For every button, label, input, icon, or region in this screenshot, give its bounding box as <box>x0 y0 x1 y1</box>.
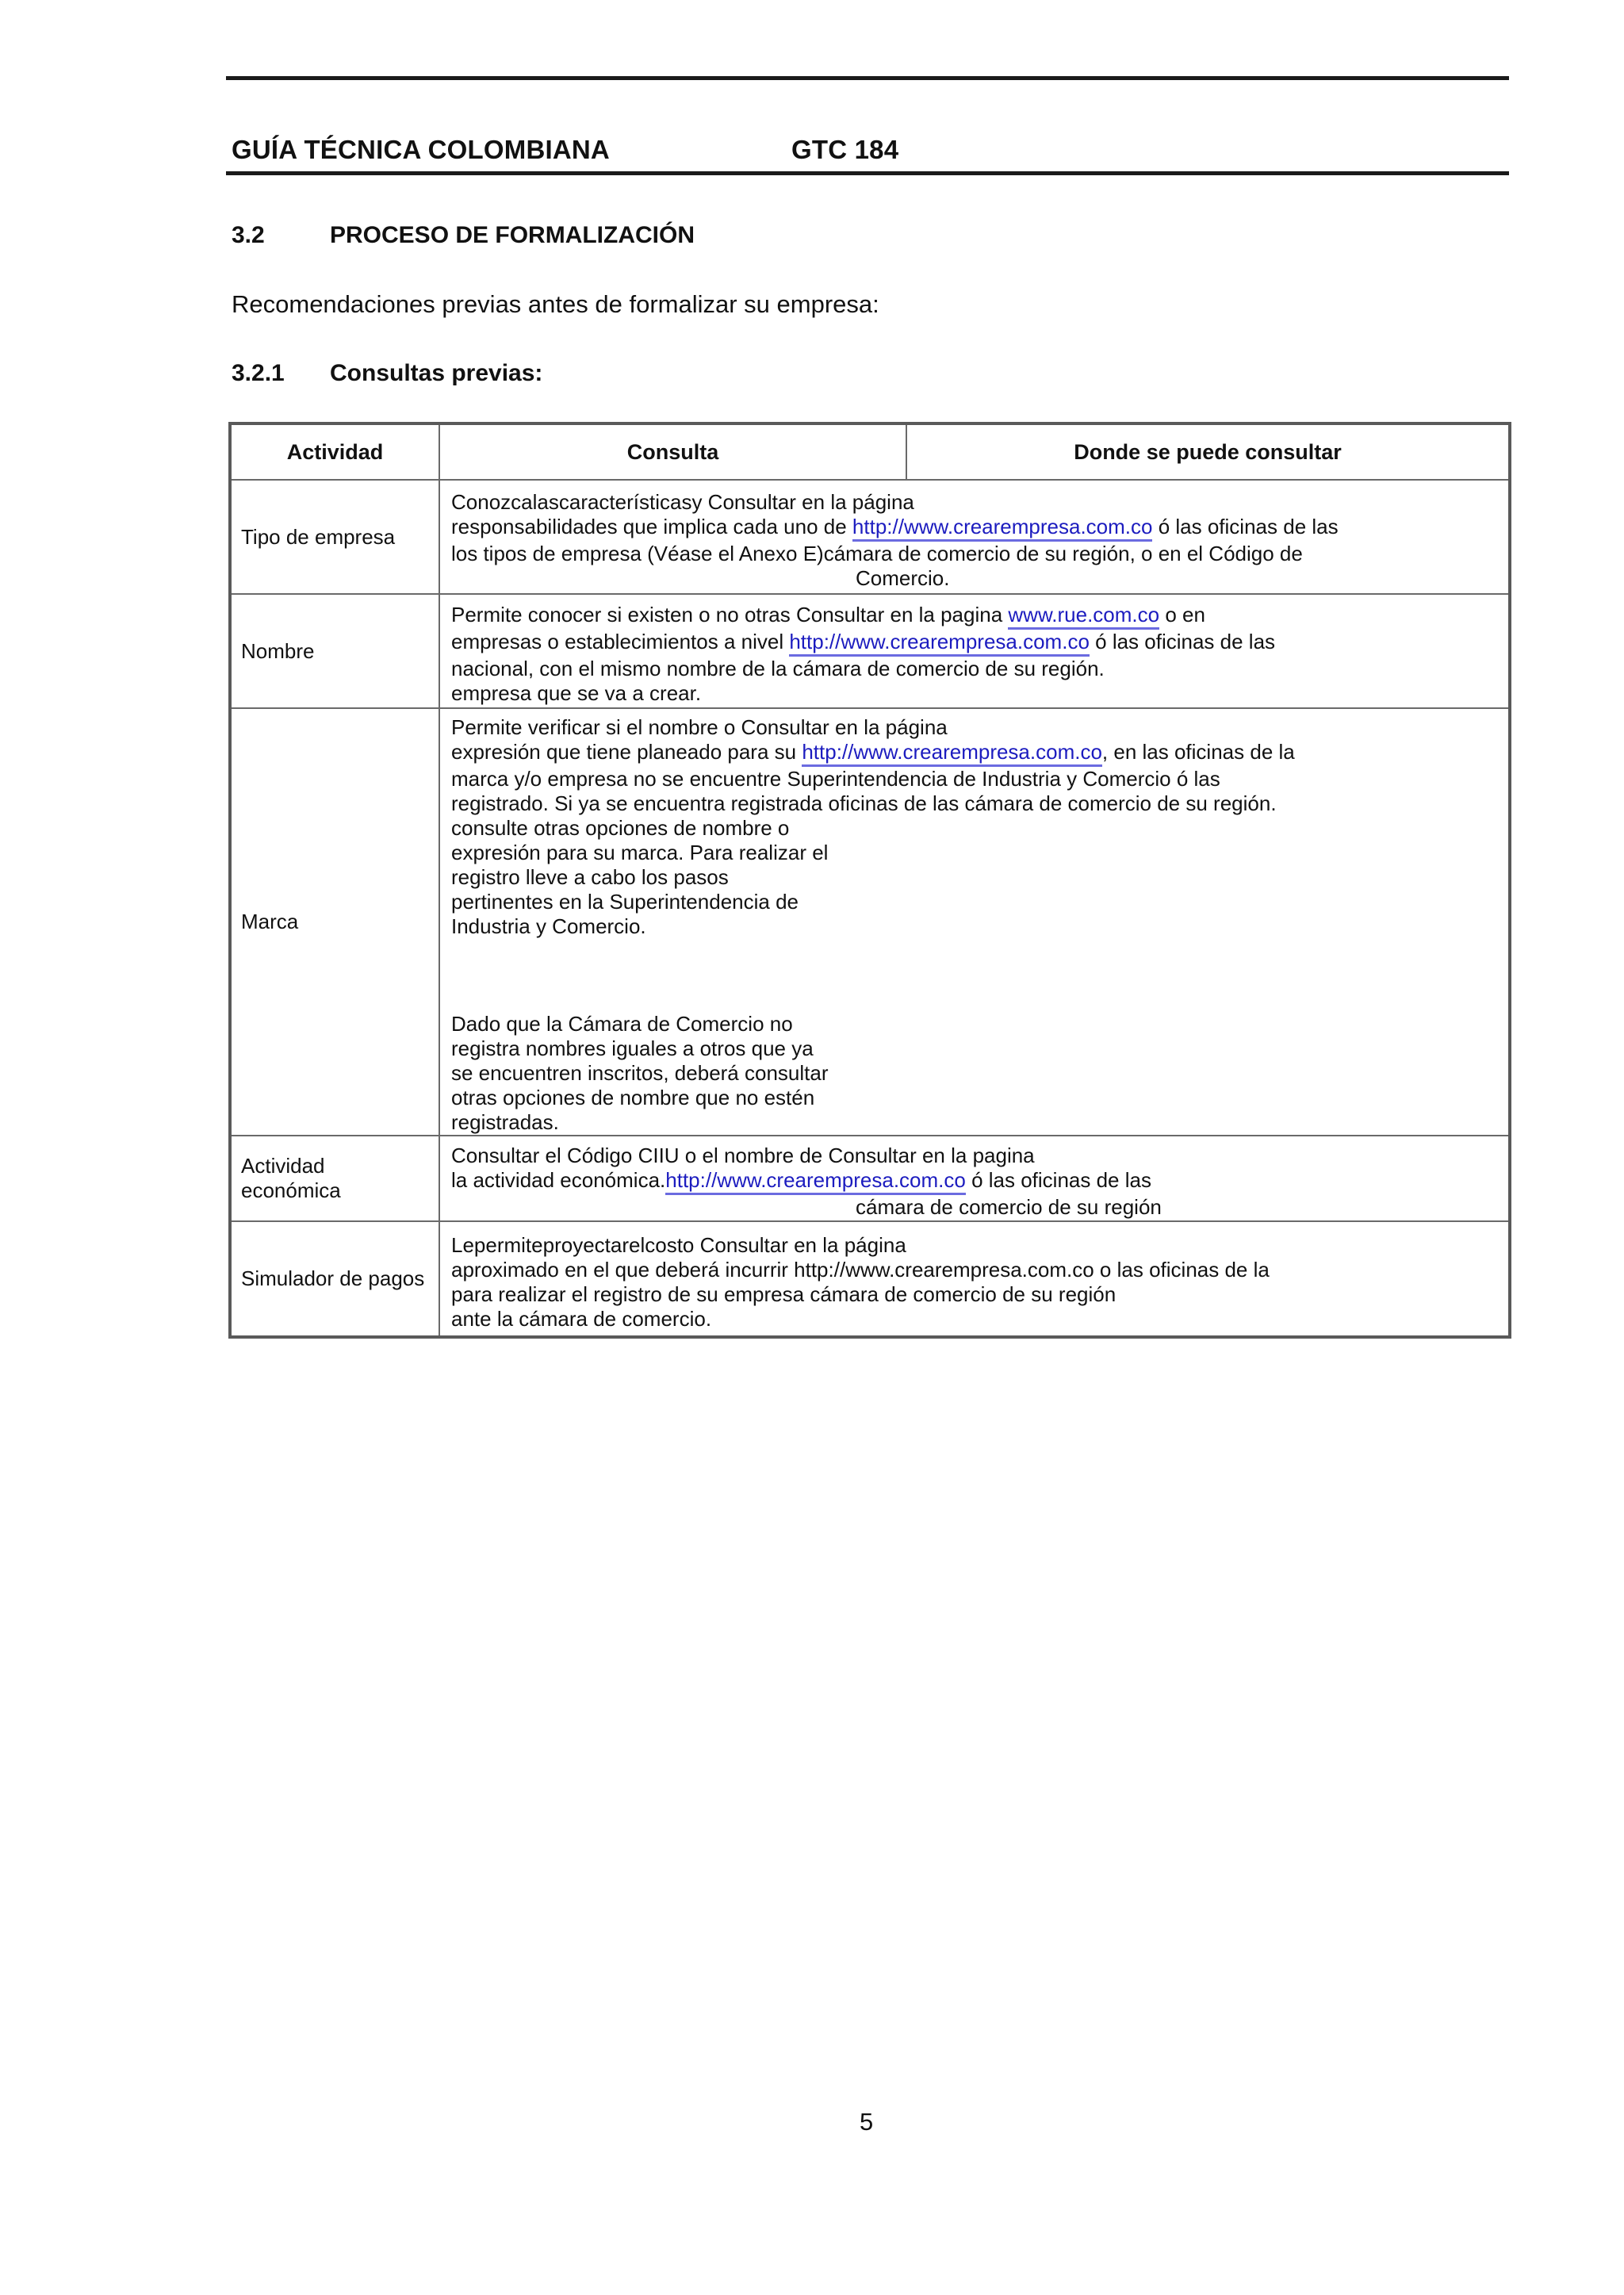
column-header-actividad: Actividad <box>230 423 439 480</box>
consulta-line <box>451 1012 1499 1036</box>
consulta-line <box>451 1233 1499 1258</box>
consulta-text: o en <box>1159 603 1205 626</box>
cell-actividad: Marca <box>230 708 439 1136</box>
consulta-text: consulte otras opciones de nombre o <box>451 816 790 840</box>
consulta-text: Consultar el Código CIIU o el nombre de Consultar en la pagina <box>451 1144 1035 1167</box>
consulta-text: aproximado en el que deberá incurrir http://www.crearempresa.com.co o las oficinas de la <box>451 1257 1270 1282</box>
table-row <box>230 1136 1510 1221</box>
page-number: 5 <box>860 2108 874 2136</box>
cell-consulta <box>439 1136 1510 1221</box>
consulta-text: marca y/o empresa no se encuentre Superintendencia de Industria y Comercio ó las <box>451 767 1220 791</box>
consulta-text: ante la cámara de comercio. <box>451 1306 712 1331</box>
consulta-line <box>451 566 1499 591</box>
consulta-text: registradas. <box>451 1110 559 1134</box>
column-header-donde: Donde se puede consultar <box>906 423 1510 480</box>
consulta-line <box>451 841 1499 865</box>
consulta-text: la actividad económica. <box>451 1168 666 1192</box>
cell-consulta <box>439 708 1510 1136</box>
table-row <box>230 708 1510 1136</box>
top-rule <box>226 76 1509 80</box>
consulta-line <box>451 681 1499 706</box>
consulta-text: Permite verificar si el nombre o Consultar en la página <box>451 715 948 739</box>
table-header-row <box>230 423 1510 480</box>
consulta-line <box>451 767 1499 791</box>
consulta-text: Industria y Comercio. <box>451 914 646 938</box>
header-title: GUÍA TÉCNICA COLOMBIANA <box>232 135 610 164</box>
consulta-line <box>451 740 1499 767</box>
consulta-text: cámara de comercio de su región <box>856 1195 1162 1219</box>
consulta-text: Permite conocer si existen o no otras Consultar en la pagina <box>451 603 1009 626</box>
consulta-line <box>451 1258 1499 1282</box>
consulta-line <box>451 791 1499 816</box>
consulta-line <box>451 890 1499 914</box>
header-code: GTC 184 <box>791 135 899 164</box>
consulta-line <box>451 865 1499 890</box>
consulta-line <box>451 657 1499 681</box>
consulta-link[interactable]: http://www.crearempresa.com.co <box>802 740 1102 767</box>
consulta-text: expresión para su marca. Para realizar el <box>451 841 829 864</box>
subsection-title: Consultas previas: <box>330 360 543 386</box>
consulta-text: empresa que se va a crear. <box>451 681 702 705</box>
section-number: 3.2 <box>232 222 265 248</box>
cell-consulta <box>439 594 1510 708</box>
consulta-line <box>451 1168 1499 1195</box>
consulta-line <box>451 1307 1499 1331</box>
consulta-line <box>451 515 1499 542</box>
consulta-line <box>451 1086 1499 1110</box>
consulta-text: registrado. Si ya se encuentra registrada oficinas de las cámara de comercio de su región. <box>451 791 1277 815</box>
consulta-line <box>451 603 1499 630</box>
consulta-text: responsabilidades que implica cada uno de <box>451 514 852 538</box>
consulta-line <box>451 914 1499 939</box>
consulta-line <box>451 630 1499 657</box>
consulta-line <box>451 542 1499 566</box>
cell-actividad: Tipo de empresa <box>230 480 439 594</box>
consulta-text: pertinentes en la Superintendencia de <box>451 890 799 914</box>
consulta-text: empresas o establecimientos a nivel <box>451 630 790 653</box>
consulta-line <box>451 1036 1499 1061</box>
consulta-link[interactable]: http://www.crearempresa.com.co <box>852 515 1153 542</box>
section-title: PROCESO DE FORMALIZACIÓN <box>330 222 695 248</box>
intro-text: Recomendaciones previas antes de formalizar su empresa: <box>232 290 879 318</box>
consulta-text: registra nombres iguales a otros que ya <box>451 1036 814 1060</box>
consulta-text: expresión que tiene planeado para su <box>451 740 802 764</box>
header-rule <box>226 171 1509 175</box>
consulta-text: se encuentren inscritos, deberá consultar <box>451 1061 829 1085</box>
consulta-text: Dado que la Cámara de Comercio no <box>451 1012 793 1036</box>
consulta-text: Comercio. <box>856 565 950 590</box>
page-header <box>232 132 1509 170</box>
consulta-text: Lepermiteproyectarelcosto Consultar en la página <box>451 1232 906 1257</box>
subsection-number: 3.2.1 <box>232 360 285 386</box>
cell-actividad: Simulador de pagos <box>230 1221 439 1337</box>
cell-actividad: Actividad económica <box>230 1136 439 1221</box>
consulta-line <box>451 490 1499 515</box>
consulta-line <box>451 1282 1499 1307</box>
consulta-line <box>451 1144 1499 1168</box>
marca-paragraph-1 <box>451 715 1499 939</box>
consulta-text: ó las oficinas de las <box>1152 514 1339 538</box>
marca-paragraph-2 <box>451 1012 1499 1135</box>
consulta-line <box>451 816 1499 841</box>
cell-consulta <box>439 480 1510 594</box>
consulta-text: nacional, con el mismo nombre de la cámara de comercio de su región. <box>451 657 1105 680</box>
consulta-line <box>451 1061 1499 1086</box>
consulta-line <box>451 1195 1499 1220</box>
consulta-text: Conozcalascaracterísticasy Consultar en la página <box>451 489 914 514</box>
consulta-text: otras opciones de nombre que no estén <box>451 1086 815 1109</box>
column-header-consulta: Consulta <box>439 423 906 480</box>
consulta-text: registro lleve a cabo los pasos <box>451 865 729 889</box>
cell-actividad: Nombre <box>230 594 439 708</box>
table-row <box>230 1221 1510 1337</box>
consulta-link[interactable]: www.rue.com.co <box>1008 603 1159 630</box>
consulta-text: ó las oficinas de las <box>1089 630 1276 653</box>
cell-consulta <box>439 1221 1510 1337</box>
consulta-text: ó las oficinas de las <box>965 1168 1151 1192</box>
consulta-line <box>451 1110 1499 1135</box>
consulta-text: para realizar el registro de su empresa cámara de comercio de su región <box>451 1282 1116 1306</box>
table-row <box>230 480 1510 594</box>
table-row <box>230 594 1510 708</box>
consulta-text: los tipos de empresa (Véase el Anexo E)cámara de comercio de su región, o en el Código de <box>451 541 1303 565</box>
consultas-table <box>228 422 1511 1339</box>
consulta-text: , en las oficinas de la <box>1101 740 1295 764</box>
consulta-link[interactable]: http://www.crearempresa.com.co <box>789 630 1090 657</box>
consulta-link[interactable]: http://www.crearempresa.com.co <box>665 1168 966 1195</box>
consulta-line <box>451 715 1499 740</box>
